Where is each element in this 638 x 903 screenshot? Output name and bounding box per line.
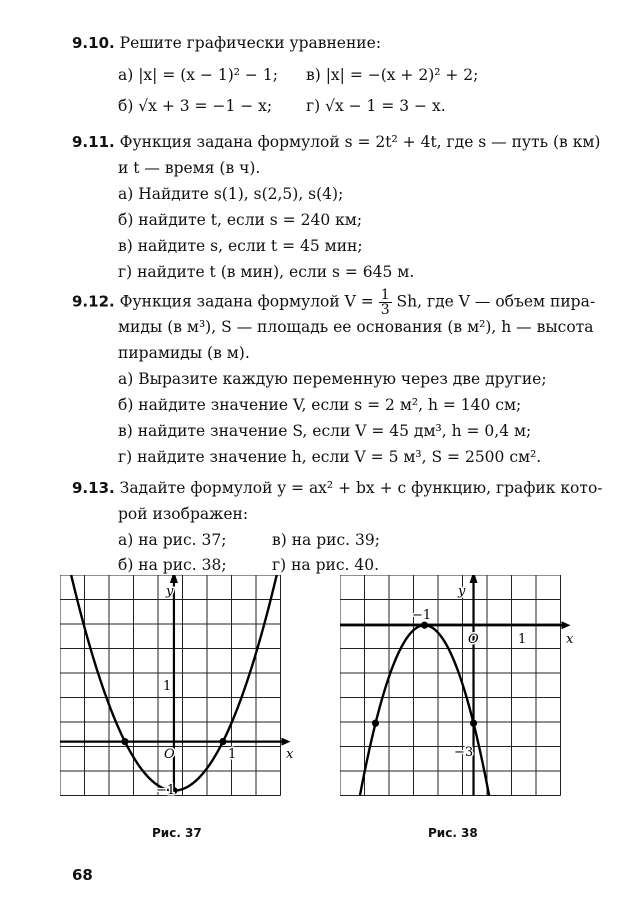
fraction-denominator: 3 — [380, 302, 390, 318]
problem-9-12-line2: миды (в м³), S — площадь ее основания (в м²), h — высота — [118, 318, 594, 336]
x-axis-label: x — [286, 747, 294, 762]
problem-9-12-line3: пирамиды (в м). — [118, 344, 250, 362]
y-axis-label: y — [166, 584, 174, 599]
problem-text: Функция задана формулой s = 2t² + 4t, где s — путь (в км) — [119, 133, 601, 151]
fraction-numerator: 1 — [380, 287, 390, 303]
problem-number: 9.12. — [72, 292, 115, 311]
problem-9-13-line1 — [72, 479, 603, 497]
figure-38-graph — [340, 575, 580, 815]
item-b: б) √x + 3 = −1 − x; — [118, 97, 273, 115]
item-v: в) на рис. 39; — [272, 531, 380, 549]
problem-9-11-line1 — [72, 133, 600, 151]
marked-point — [372, 720, 379, 727]
y-tick-minus-1: −1 — [156, 783, 176, 798]
parabola-curve — [60, 575, 300, 791]
y-axis-arrow — [470, 575, 478, 583]
item-v: в) найдите s, если t = 45 мин; — [118, 237, 363, 255]
x-tick-minus-1: −1 — [412, 608, 432, 623]
figure-37-caption: Рис. 37 — [152, 826, 202, 840]
item-a: а) Найдите s(1), s(2,5), s(4); — [118, 185, 344, 203]
problem-number: 9.13. — [72, 479, 115, 497]
x-axis-label: x — [566, 632, 574, 647]
figure-37-graph — [60, 575, 300, 815]
problem-number: 9.11. — [72, 133, 115, 151]
problem-9-12-line1 — [72, 288, 595, 317]
item-g: г) найдите значение h, если V = 5 м³, S = 2500 см². — [118, 448, 542, 466]
x-tick-1: 1 — [228, 747, 237, 762]
item-g: г) √x − 1 = 3 − x. — [306, 97, 446, 115]
x-axis-arrow — [562, 621, 571, 629]
problem-text: Решите графически уравнение: — [119, 34, 382, 52]
y-tick-minus-3: −3 — [454, 745, 474, 760]
page-number: 68 — [72, 866, 93, 884]
item-a: а) Выразите каждую переменную через две другие; — [118, 370, 547, 388]
x-tick-1: 1 — [518, 632, 527, 647]
problem-text-b: Sh, где V — объем пира- — [396, 292, 596, 311]
y-axis-arrow — [170, 575, 178, 583]
figure-38-caption: Рис. 38 — [428, 826, 478, 840]
marked-point — [121, 738, 128, 745]
problem-9-11-line2: и t — время (в ч). — [118, 159, 261, 177]
problem-9-13-line2: рой изображен: — [118, 505, 249, 523]
item-b: б) найдите значение V, если s = 2 м², h = 140 см; — [118, 396, 522, 414]
problem-text: Задайте формулой y = ax² + bx + c функцию, график кото- — [119, 479, 603, 497]
problem-9-10-header — [72, 34, 381, 52]
item-a: а) на рис. 37; — [118, 531, 227, 549]
origin-label: O — [468, 632, 479, 647]
origin-label: O — [164, 747, 175, 762]
y-tick-1: 1 — [163, 679, 172, 694]
problem-text-a: Функция задана формулой V = — [119, 292, 374, 311]
item-v: в) |x| = −(x + 2)² + 2; — [306, 66, 479, 84]
item-g: г) на рис. 40. — [272, 556, 380, 574]
item-a: а) |x| = (x − 1)² − 1; — [118, 66, 278, 84]
fraction-one-third — [379, 288, 392, 317]
x-axis-arrow — [282, 738, 291, 746]
item-b: б) найдите t, если s = 240 км; — [118, 211, 363, 229]
item-g: г) найдите t (в мин), если s = 645 м. — [118, 263, 415, 281]
problem-number: 9.10. — [72, 34, 115, 52]
y-axis-label: y — [458, 584, 466, 599]
marked-point — [219, 738, 226, 745]
item-v: в) найдите значение S, если V = 45 дм³, h = 0,4 м; — [118, 422, 532, 440]
marked-point — [470, 720, 477, 727]
item-b: б) на рис. 38; — [118, 556, 227, 574]
